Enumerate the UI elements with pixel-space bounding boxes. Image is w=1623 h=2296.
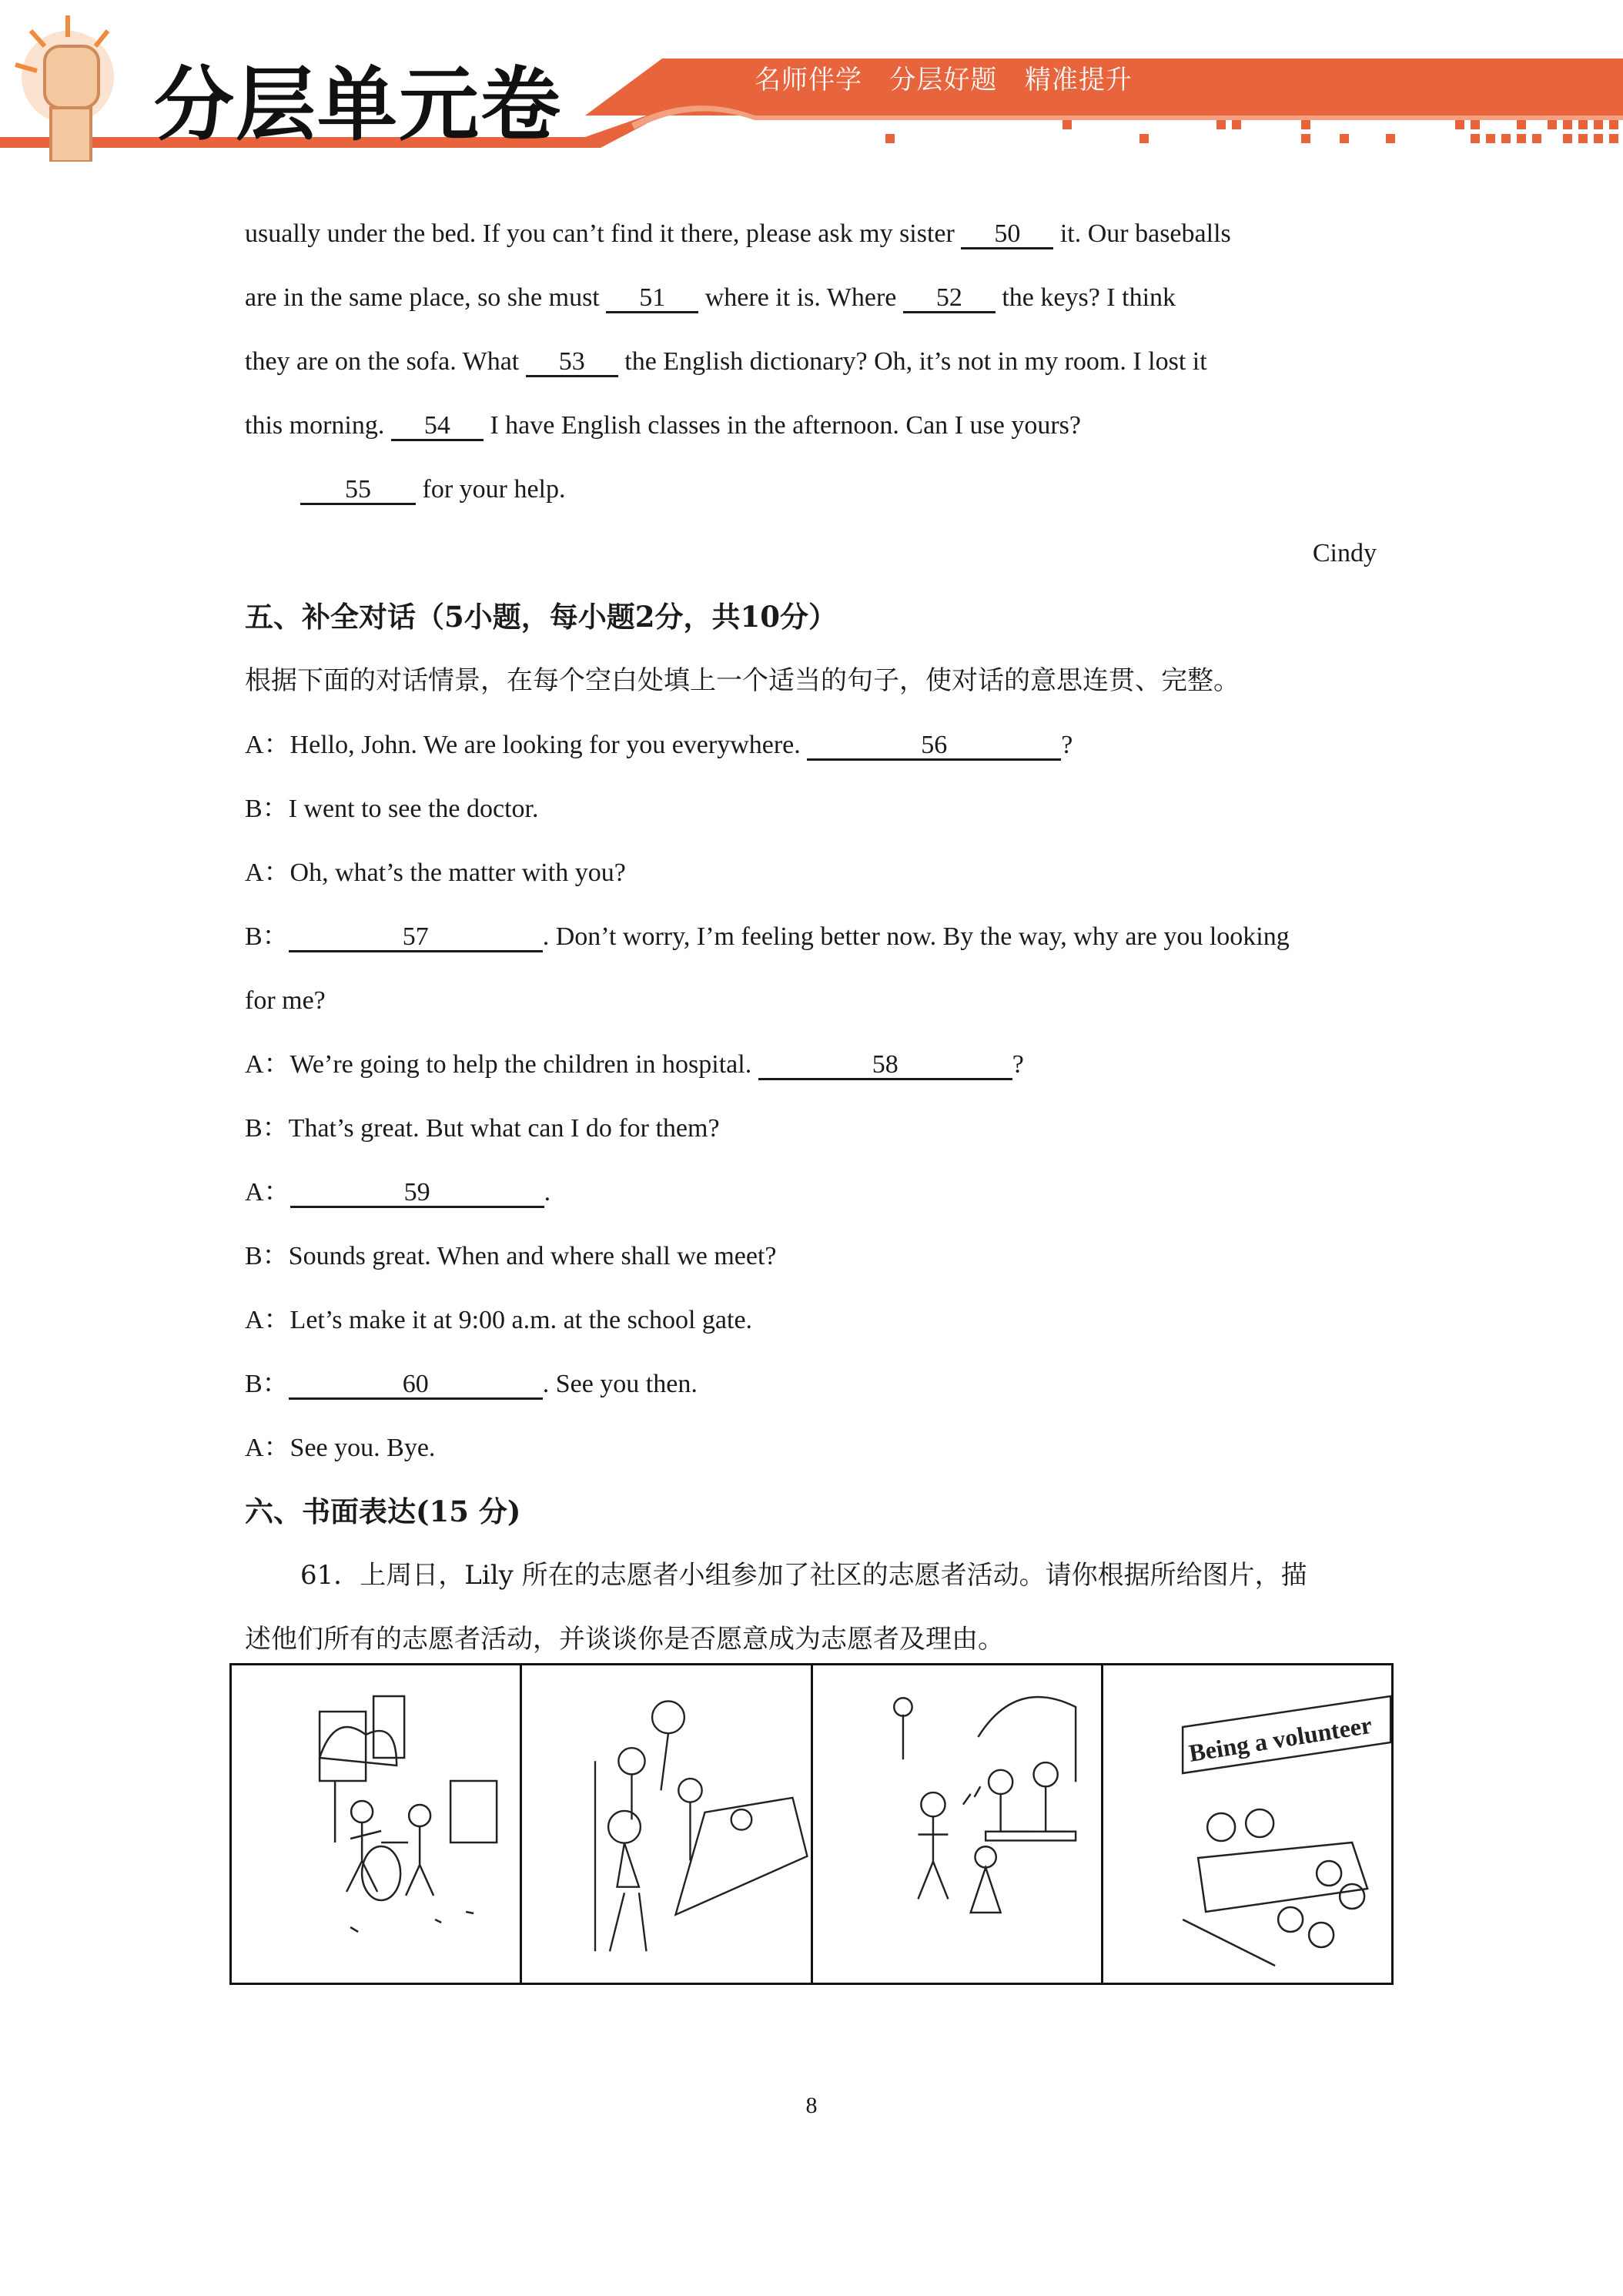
passage-text: where it is. Where xyxy=(698,283,903,312)
blank-60[interactable]: 60 xyxy=(289,1371,543,1400)
page-content xyxy=(245,202,1377,1672)
dialogue-text: . xyxy=(544,1178,551,1207)
dialogue-line-5: for me? xyxy=(245,986,326,1015)
dialogue-text: ? xyxy=(1012,1050,1024,1079)
picture-cleaning-park xyxy=(232,1665,522,1983)
dialogue-text: A： xyxy=(245,1178,290,1207)
dialogue-line-3: A：Oh, what’s the matter with you? xyxy=(245,858,626,887)
dialogue-line-12: A：See you. Bye. xyxy=(245,1434,436,1462)
section-6-title: 六、书面表达(15 分) xyxy=(245,1494,521,1528)
dialogue-line-11 xyxy=(245,1352,1377,1416)
dialogue-line-9: B：Sounds great. When and where shall we meet? xyxy=(245,1242,777,1270)
passage-text: the keys? I think xyxy=(995,283,1176,312)
volunteer-sign-text: Being a volunteer xyxy=(1186,1710,1374,1767)
blank-50[interactable]: 50 xyxy=(961,221,1053,249)
header-slogan: 名师伴学 分层好题 精准提升 xyxy=(755,65,1133,95)
blank-58[interactable]: 58 xyxy=(758,1052,1012,1080)
passage-line-2 xyxy=(245,266,1377,330)
blank-53[interactable]: 53 xyxy=(526,349,618,377)
dialogue-line-10: A：Let’s make it at 9:00 a.m. at the school gate. xyxy=(245,1306,753,1334)
page-number: 8 xyxy=(805,2093,818,2118)
dialogue-line-6 xyxy=(245,1033,1377,1096)
blank-52[interactable]: 52 xyxy=(903,285,996,313)
dialogue-text: . Don’t worry, I’m feeling better now. By the way, why are you looking xyxy=(542,922,1290,951)
passage-text: they are on the sofa. What xyxy=(245,347,526,376)
passage-text: I have English classes in the afternoon. Can I use yours? xyxy=(483,411,1081,440)
picture-volunteer-sign xyxy=(1103,1665,1391,1983)
picture-hospital-visit xyxy=(522,1665,812,1983)
section-5-instruction: 根据下面的对话情景，在每个空白处填上一个适当的句子，使对话的意思连贯、完整。 xyxy=(245,665,1240,696)
passage-line-5 xyxy=(245,457,1377,521)
volunteer-signup-image xyxy=(1103,1665,1391,1983)
passage-text: the English dictionary? Oh, it’s not in my room. I lost it xyxy=(617,347,1207,376)
kids-visiting-hospital-image xyxy=(522,1665,810,1983)
letter-signature: Cindy xyxy=(1312,539,1377,567)
dialogue-text: B： xyxy=(245,922,289,951)
kids-picking-litter-image xyxy=(232,1665,520,1983)
section-5-title: 五、补全对话（5小题，每小题2分，共10分） xyxy=(245,600,837,634)
picture-elderly-home xyxy=(813,1665,1103,1983)
kids-singing-for-elderly-image xyxy=(813,1665,1101,1983)
passage-line-4 xyxy=(245,393,1377,457)
blank-54[interactable]: 54 xyxy=(391,413,484,441)
blank-55[interactable]: 55 xyxy=(300,477,416,505)
passage-text: for your help. xyxy=(416,475,566,504)
blank-51[interactable]: 51 xyxy=(606,285,698,313)
page-header xyxy=(0,0,1623,162)
decorative-squares xyxy=(885,120,1618,143)
blank-56[interactable]: 56 xyxy=(807,732,1061,761)
passage-line-1 xyxy=(245,202,1377,266)
passage-text: this morning. xyxy=(245,411,391,440)
passage-text: usually under the bed. If you can’t find it there, please ask my sister xyxy=(245,219,962,248)
passage-text: it. Our baseballs xyxy=(1053,219,1231,248)
dialogue-text: B： xyxy=(245,1370,289,1398)
passage-text: are in the same place, so she must xyxy=(245,283,607,312)
brand-title: 分层单元卷 xyxy=(154,58,563,152)
volunteer-pictures xyxy=(229,1663,1394,1985)
dialogue-text: . See you then. xyxy=(542,1370,698,1398)
writing-question-line-2: 述他们所有的志愿者活动，并谈谈你是否愿意成为志愿者及理由。 xyxy=(245,1624,1004,1655)
writing-question-line-1: 61．上周日，Lily 所在的志愿者小组参加了社区的志愿者活动。请你根据所给图片，描 xyxy=(300,1560,1307,1591)
dialogue-line-4 xyxy=(245,905,1377,969)
dialogue-line-8 xyxy=(245,1160,1377,1224)
passage-line-3 xyxy=(245,330,1377,393)
dialogue-line-1 xyxy=(245,713,1377,777)
dialogue-text: ? xyxy=(1061,731,1073,759)
dialogue-text: A：Hello, John. We are looking for you everywhere. xyxy=(245,731,808,759)
blank-57[interactable]: 57 xyxy=(289,924,543,952)
blank-59[interactable]: 59 xyxy=(290,1180,544,1208)
dialogue-text: A：We’re going to help the children in hospital. xyxy=(245,1050,758,1079)
dialogue-line-7: B：That’s great. But what can I do for them? xyxy=(245,1114,720,1143)
dialogue-line-2: B：I went to see the doctor. xyxy=(245,795,539,823)
